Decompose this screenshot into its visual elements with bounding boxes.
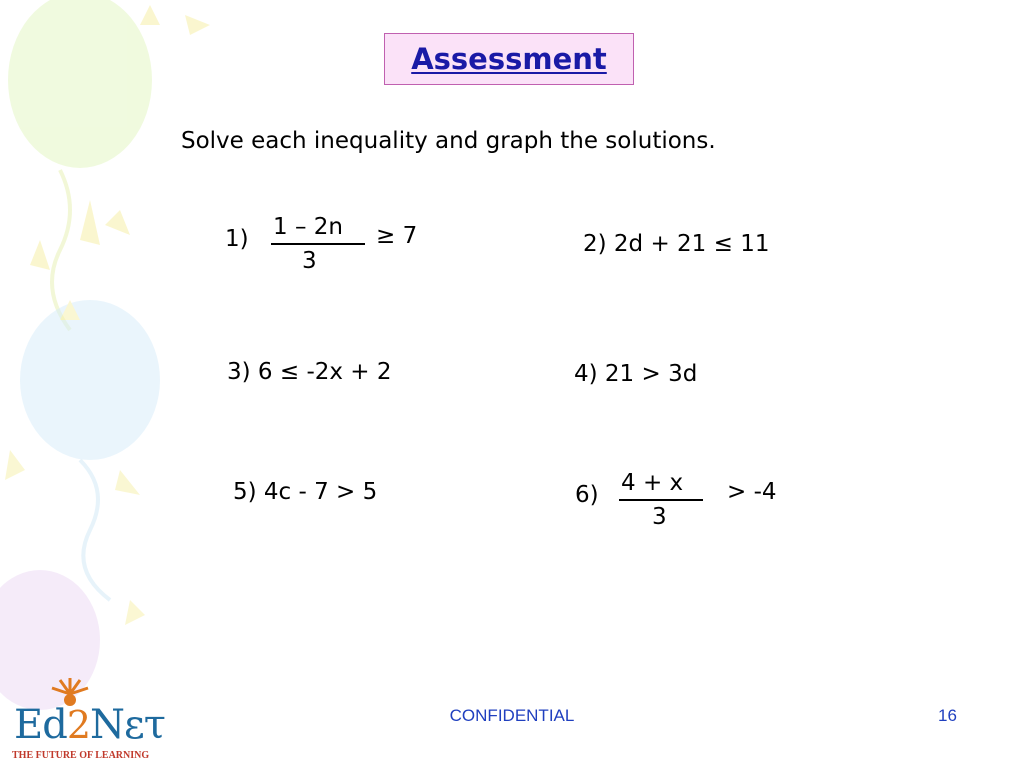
problem-1-label: 1) bbox=[225, 226, 249, 252]
problem-1-fraction-bar bbox=[271, 243, 365, 245]
problem-6-fraction-bar bbox=[619, 499, 703, 501]
ed2net-logo bbox=[8, 678, 168, 764]
problem-4: 4) 21 > 3d bbox=[574, 361, 698, 387]
logo-wordmark: Ed2Nετ bbox=[14, 702, 165, 748]
blue-balloon-decoration bbox=[5, 300, 160, 600]
problem-6-rhs: > -4 bbox=[727, 479, 777, 505]
instruction-text: Solve each inequality and graph the solutions. bbox=[181, 128, 716, 154]
problem-1-numerator: 1 – 2n bbox=[273, 214, 343, 240]
slide-title: Assessment bbox=[411, 42, 607, 76]
problem-1-denominator: 3 bbox=[302, 248, 317, 274]
problem-6-denominator: 3 bbox=[652, 504, 667, 530]
problem-3: 3) 6 ≤ -2x + 2 bbox=[227, 359, 392, 385]
footer-confidential: CONFIDENTIAL bbox=[449, 706, 575, 725]
problem-6-numerator: 4 + x bbox=[621, 470, 684, 496]
green-balloon-decoration bbox=[8, 0, 210, 330]
title-box bbox=[384, 33, 634, 85]
problem-2: 2) 2d + 21 ≤ 11 bbox=[583, 231, 770, 257]
footer-page-number: 16 bbox=[938, 706, 957, 725]
problem-1-rhs: ≥ 7 bbox=[376, 223, 418, 249]
logo-tagline: THE FUTURE OF LEARNING bbox=[12, 750, 150, 761]
problem-5: 5) 4c - 7 > 5 bbox=[233, 479, 378, 505]
problem-6-label: 6) bbox=[575, 482, 599, 508]
